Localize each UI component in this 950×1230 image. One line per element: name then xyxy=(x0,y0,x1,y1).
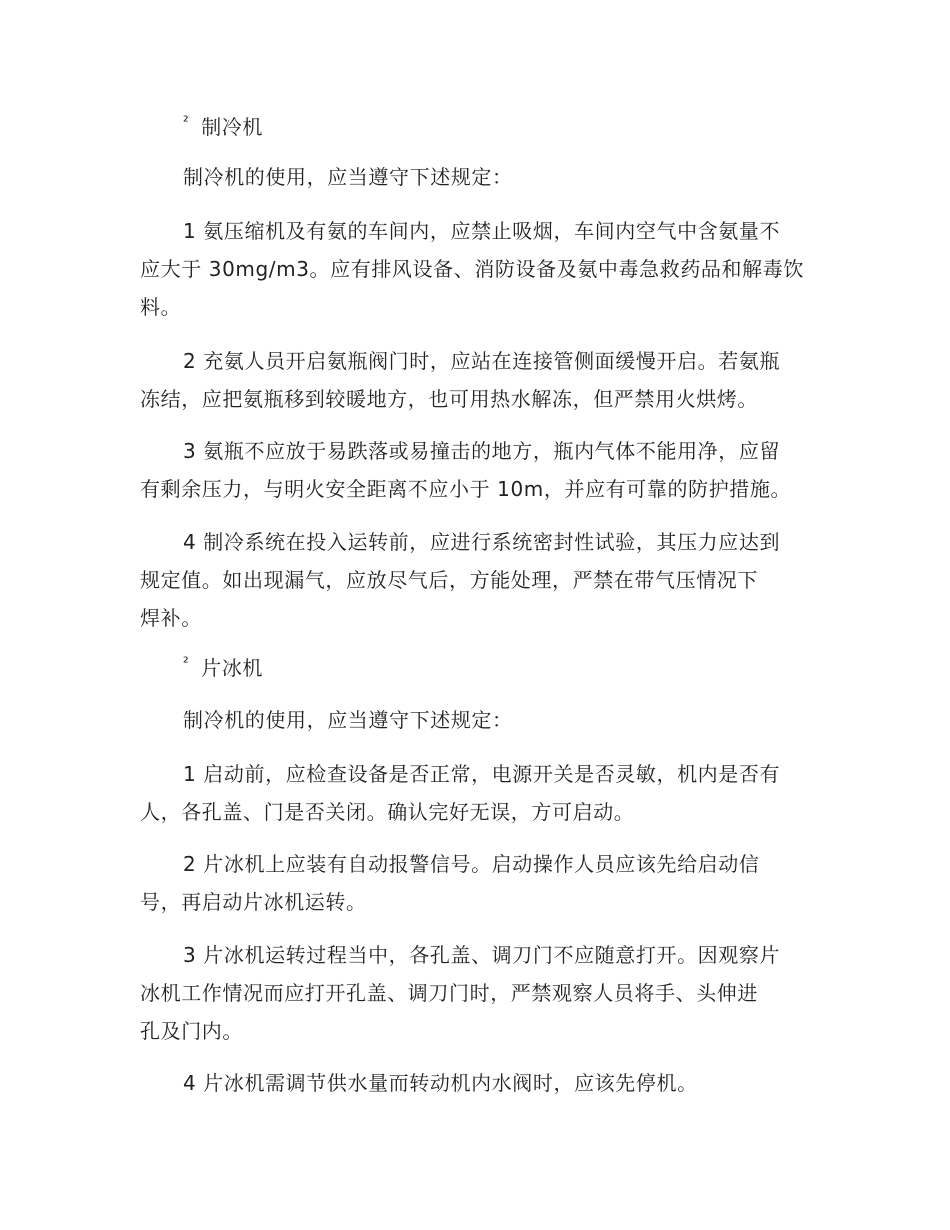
section-bullet: ² xyxy=(183,655,190,671)
paragraph-line: 4 片冰机需调节供水量而转动机内水阀时，应该先停机。 xyxy=(183,1071,698,1095)
paragraph-line: 料。 xyxy=(140,295,182,319)
paragraph-line: 3 氨瓶不应放于易跌落或易撞击的地方，瓶内气体不能用净，应留 xyxy=(183,439,781,463)
paragraph-line: 2 片冰机上应装有自动报警信号。启动操作人员应该先给启动信 xyxy=(183,852,760,876)
paragraph-line: 应大于 30mg/m3。应有排风设备、消防设备及氨中毒急救药品和解毒饮 xyxy=(140,257,804,281)
section-heading-refrigerator xyxy=(183,115,263,142)
paragraph-line: 有剩余压力，与明火安全距离不应小于 10m，并应有可靠的防护措施。 xyxy=(140,477,792,501)
paragraph-line: 规定值。如出现漏气，应放尽气后，方能处理，严禁在带气压情况下 xyxy=(140,568,758,592)
paragraph-line: 人，各孔盖、门是否关闭。确认完好无误，方可启动。 xyxy=(140,800,635,824)
section-title: 制冷机 xyxy=(201,115,264,139)
paragraph-line: 焊补。 xyxy=(140,606,202,630)
section-intro: 制冷机的使用，应当遵守下述规定： xyxy=(183,165,513,189)
section-bullet: ² xyxy=(183,114,190,130)
paragraph-line: 号，再启动片冰机运转。 xyxy=(140,890,367,914)
paragraph-line: 2 充氨人员开启氨瓶阀门时，应站在连接管侧面缓慢开启。若氨瓶 xyxy=(183,349,781,373)
paragraph-line: 1 启动前，应检查设备是否正常，电源开关是否灵敏，机内是否有 xyxy=(183,762,781,786)
paragraph-line: 冰机工作情况而应打开孔盖、调刀门时，严禁观察人员将手、头伸进 xyxy=(140,981,758,1005)
paragraph-line: 冻结，应把氨瓶移到较暖地方，也可用热水解冻，但严禁用火烘烤。 xyxy=(140,387,758,411)
section-title: 片冰机 xyxy=(201,656,264,680)
section-heading-flake-ice-machine xyxy=(183,656,263,683)
paragraph-line: 3 片冰机运转过程当中，各孔盖、调刀门不应随意打开。因观察片 xyxy=(183,943,781,967)
paragraph-line: 孔及门内。 xyxy=(140,1019,243,1043)
paragraph-line: 4 制冷系统在投入运转前，应进行系统密封性试验，其压力应达到 xyxy=(183,530,781,554)
section-intro: 制冷机的使用，应当遵守下述规定： xyxy=(183,708,513,732)
paragraph-line: 1 氨压缩机及有氨的车间内，应禁止吸烟，车间内空气中含氨量不 xyxy=(183,219,781,243)
